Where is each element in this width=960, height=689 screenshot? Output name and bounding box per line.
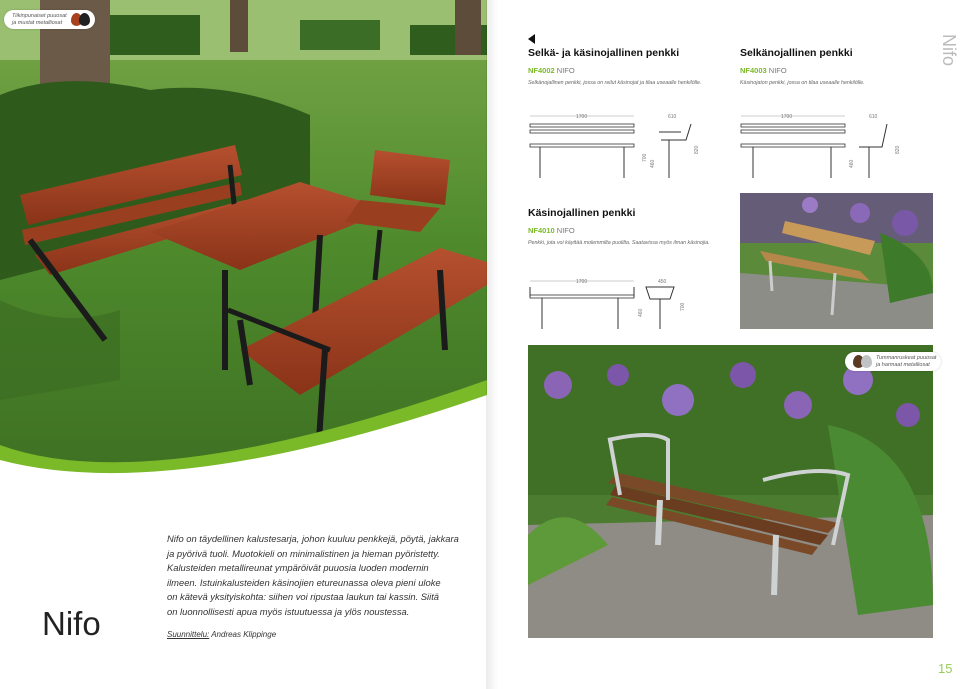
side-brand: Nifo	[939, 34, 959, 67]
color-swatch-icon	[853, 355, 872, 368]
intro-line: ja pyörivä tuoli. Muotokieli on minimalistinen ja hieman pyöristetty.	[167, 547, 440, 559]
product-series: NIFO	[556, 66, 575, 75]
product-code	[528, 66, 575, 75]
page-spine	[486, 0, 498, 689]
dim-height-2: 460	[849, 159, 855, 168]
product-series: NIFO	[556, 226, 575, 235]
dim-length: 1700	[781, 114, 793, 120]
product-code-number: NF4003	[740, 66, 767, 75]
bench-photo-large	[528, 345, 933, 638]
product-desc: Käsinojaton penkki, jossa on tilaa useaalle henkilölle.	[740, 80, 865, 86]
chip-mid-line2: ja harmaat metalliosat	[876, 361, 930, 368]
color-chip-mid	[845, 352, 941, 371]
color-swatch-icon	[71, 13, 90, 26]
product-desc: Penkki, jota voi käyttää molemmilta puolilta. Saatavissa myös ilman käsinojia.	[528, 240, 710, 246]
color-chip-top	[4, 10, 95, 29]
hero-photo	[0, 0, 487, 492]
dim-depth: 450	[658, 279, 667, 285]
intro-line: on luonnollisesti apua myös istuutuessa ja ylös noustessa.	[167, 605, 410, 617]
chip-mid-line1: Tummanruskeat puuosat	[876, 355, 937, 361]
dim-length: 1700	[576, 114, 588, 120]
intro-line: on kätevä yksityiskohta: siihen voi ripustaa laukun tai kassin. Siitä	[167, 591, 440, 603]
page-number: 15	[938, 661, 953, 676]
product-title: Käsinojallinen penkki	[528, 207, 636, 219]
intro-line: Kalusteiden metallireunat ympäröivät puuosia luoden modernin	[167, 562, 429, 574]
dim-height-3: 820	[694, 145, 700, 154]
drawing-nf4003	[737, 110, 907, 182]
dim-height-2: 460	[650, 159, 656, 168]
brand-title: Nifo	[42, 605, 101, 642]
dim-depth: 610	[668, 114, 677, 120]
chip-top-line2: ja mustat metalliosat	[12, 19, 63, 26]
chip-top-line1: Tiikinpunaiset puuosat	[12, 13, 67, 19]
drawing-nf4002	[526, 110, 706, 182]
product-code-number: NF4002	[528, 66, 555, 75]
product-code	[528, 226, 575, 235]
product-code	[740, 66, 787, 75]
drawing-nf4010	[526, 275, 696, 335]
product-title: Selkä- ja käsinojallinen penkki	[528, 47, 680, 59]
designer-name: Andreas Klippinge	[211, 630, 277, 639]
intro-line: Nifo on täydellinen kalustesarja, johon kuuluu penkkejä, pöytä, jakkara	[167, 533, 459, 544]
back-arrow-icon[interactable]	[528, 34, 536, 44]
product-series: NIFO	[768, 66, 787, 75]
intro-text	[167, 532, 467, 620]
dim-depth: 610	[869, 114, 878, 120]
intro-line: ilmeen. Istuinkalusteiden käsinojien etureunassa oleva pieni uloke	[167, 576, 441, 588]
dim-height-1: 700	[642, 153, 648, 162]
dim-height-3: 820	[895, 145, 901, 154]
product-code-number: NF4010	[528, 226, 555, 235]
dim-height-2: 460	[638, 308, 644, 317]
product-title: Selkänojallinen penkki	[740, 47, 853, 59]
dim-length: 1700	[576, 279, 588, 285]
product-desc: Selkänojallinen penkki, jossa on reilut käsinojat ja tilaa useaalle henkilölle.	[528, 80, 702, 86]
designer-label: Suunnittelu:	[167, 630, 210, 639]
bench-photo-small	[740, 193, 933, 329]
designer-credit	[167, 630, 276, 639]
dim-height-1: 700	[680, 302, 686, 311]
